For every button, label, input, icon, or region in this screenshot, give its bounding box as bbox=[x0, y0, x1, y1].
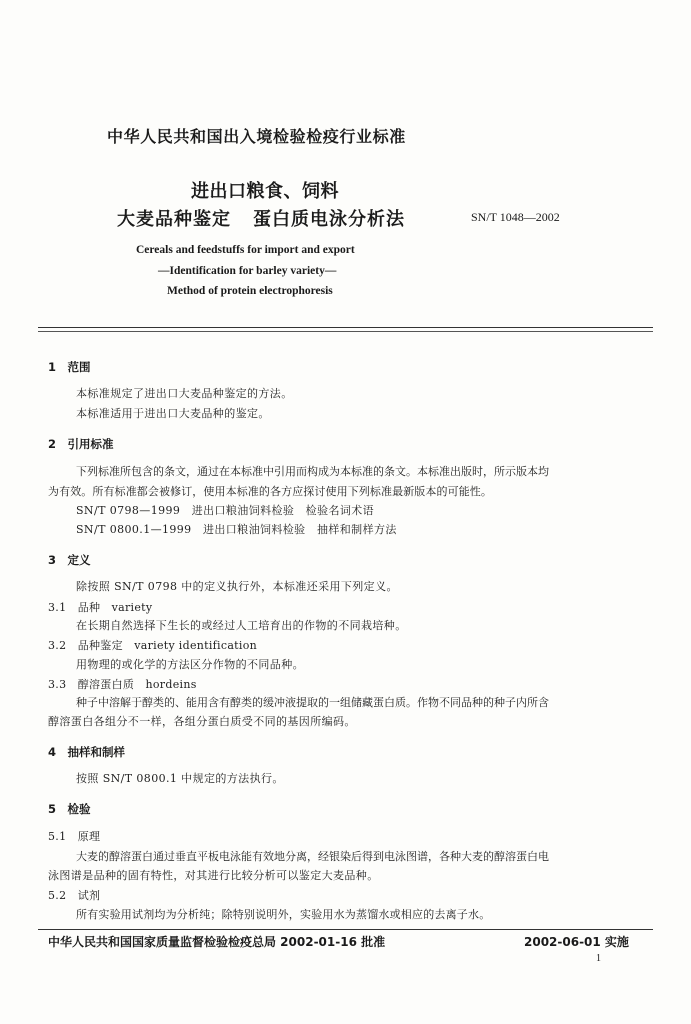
reference-item-1: SN/T 0798—1999 进出口粮油饲料检验 检验名词术语 bbox=[76, 504, 375, 517]
issuing-standard-category: 中华人民共和国出入境检验检疫行业标准 bbox=[107, 127, 406, 146]
header-divider-thin bbox=[38, 331, 653, 332]
section-3-heading: 3 定义 bbox=[48, 553, 91, 567]
definition-3-3-text-line-1: 种子中溶解于醇类的、能用含有醇类的缓冲液提取的一组储藏蛋白质。作物不同品种的种子内所含 bbox=[76, 696, 549, 709]
definition-3-1-text: 在长期自然选择下生长的或经过人工培育出的作物的不同栽培种。 bbox=[76, 619, 407, 632]
definition-3-3-text-line-2: 醇溶蛋白各组分不一样，各组分蛋白质受不同的基因所编码。 bbox=[48, 715, 356, 728]
section-4-heading: 4 抽样和制样 bbox=[48, 745, 126, 759]
subsection-5-2-heading: 5.2 试剂 bbox=[48, 889, 101, 902]
section-1-paragraph-1: 本标准规定了进出口大麦品种鉴定的方法。 bbox=[76, 387, 293, 400]
definition-3-2-text: 用物理的或化学的方法区分作物的不同品种。 bbox=[76, 658, 304, 671]
section-2-paragraph-line-1: 下列标准所包含的条文，通过在本标准中引用而构成为本标准的条文。本标准出版时，所示版本均 bbox=[76, 465, 549, 478]
section-1-heading: 1 范围 bbox=[48, 360, 91, 374]
section-4-paragraph: 按照 SN/T 0800.1 中规定的方法执行。 bbox=[76, 772, 284, 785]
definition-3-2-term: 3.2 品种鉴定 variety identification bbox=[48, 639, 258, 652]
subsection-5-1-text-line-1: 大麦的醇溶蛋白通过垂直平板电泳能有效地分离，经银染后得到电泳图谱，各种大麦的醇溶蛋白电 bbox=[76, 850, 549, 863]
reference-item-2: SN/T 0800.1—1999 进出口粮油饲料检验 抽样和制样方法 bbox=[76, 523, 397, 536]
english-title-line-2: —Identification for barley variety— bbox=[158, 265, 337, 277]
definition-3-3-term: 3.3 醇溶蛋白质 hordeins bbox=[48, 678, 197, 691]
title-line-2 bbox=[117, 205, 405, 231]
approval-issuer: 中华人民共和国国家质量监督检验检疫总局 2002-01-16 批准 bbox=[48, 935, 386, 949]
subsection-5-2-text: 所有实验用试剂均为分析纯；除特别说明外，实验用水为蒸馏水或相应的去离子水。 bbox=[76, 908, 491, 921]
section-2-paragraph-line-2: 为有效。所有标准都会被修订，使用本标准的各方应探讨使用下列标准最新版本的可能性。 bbox=[48, 485, 492, 498]
page-number: 1 bbox=[596, 953, 601, 964]
standard-number: SN/T 1048—2002 bbox=[471, 210, 560, 224]
title-line-2-part-a: 大麦品种鉴定 bbox=[117, 209, 231, 230]
title-line-2-part-b: 蛋白质电泳分析法 bbox=[253, 209, 405, 230]
english-title-line-3: Method of protein electrophoresis bbox=[167, 285, 333, 297]
section-3-intro: 除按照 SN/T 0798 中的定义执行外，本标准还采用下列定义。 bbox=[76, 580, 398, 593]
title-line-1: 进出口粮食、饲料 bbox=[191, 181, 339, 202]
section-1-paragraph-2: 本标准适用于进出口大麦品种的鉴定。 bbox=[76, 407, 270, 420]
section-2-heading: 2 引用标准 bbox=[48, 437, 114, 451]
header-divider bbox=[38, 327, 653, 328]
subsection-5-1-heading: 5.1 原理 bbox=[48, 830, 101, 843]
subsection-5-1-text-line-2: 泳图谱是品种的固有特性，对其进行比较分析可以鉴定大麦品种。 bbox=[48, 869, 379, 882]
implementation-date: 2002-06-01 实施 bbox=[524, 935, 629, 949]
footer-divider bbox=[38, 929, 653, 930]
english-title-line-1: Cereals and feedstuffs for import and export bbox=[136, 244, 355, 256]
definition-3-1-term: 3.1 品种 variety bbox=[48, 601, 153, 614]
section-5-heading: 5 检验 bbox=[48, 802, 91, 816]
